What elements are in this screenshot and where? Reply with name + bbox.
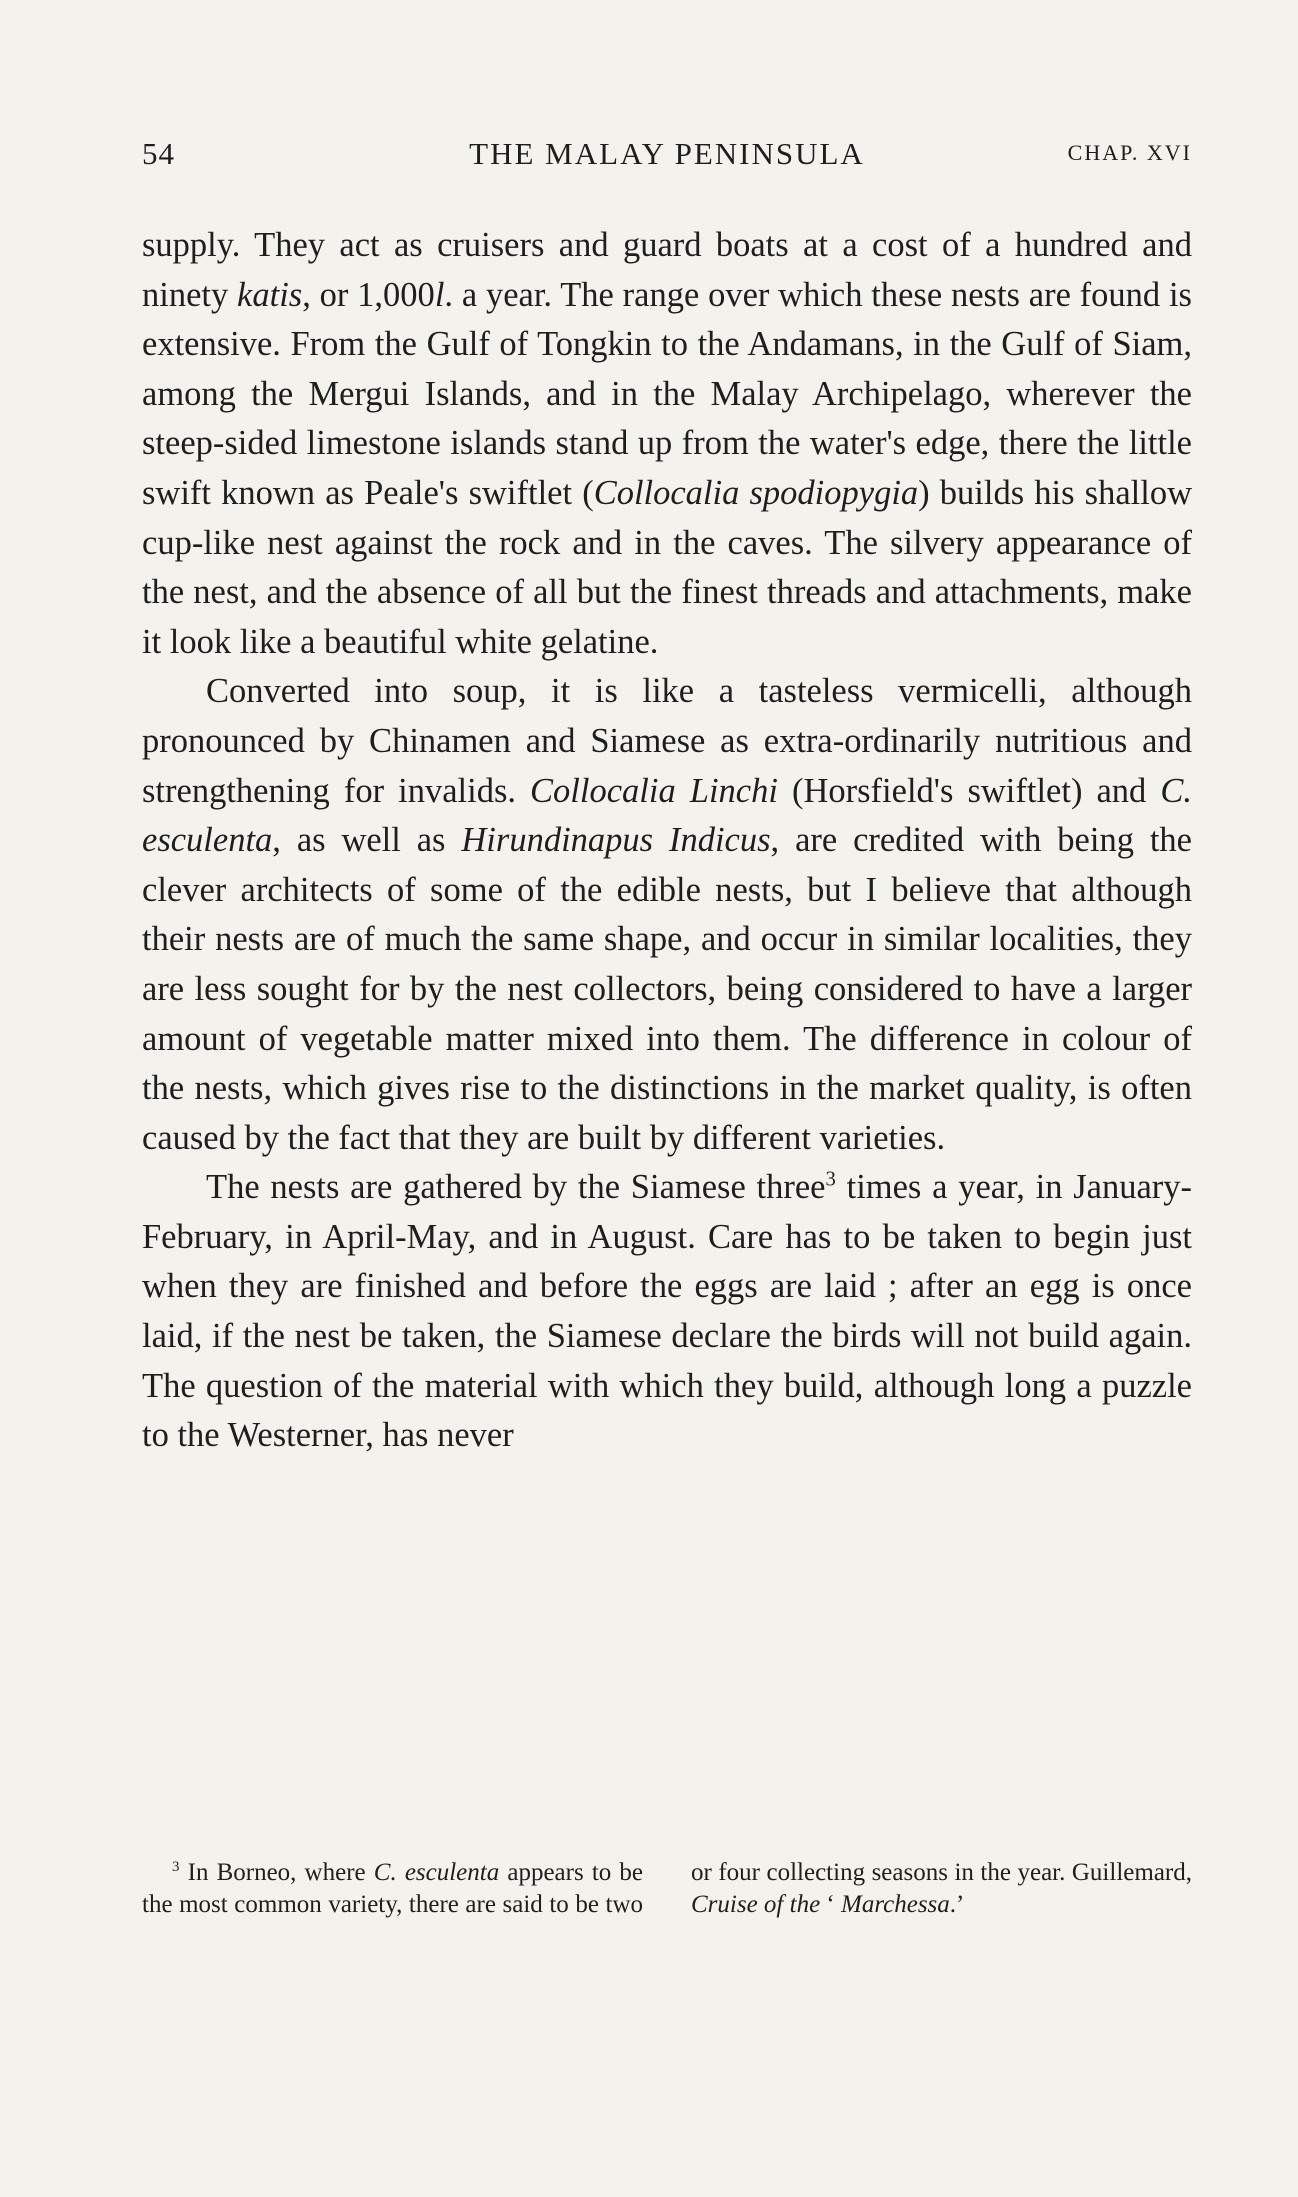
text-run: In Borneo, where [179,1859,374,1886]
text-run: ) builds his shallow cup-like nest against the rock and in the caves. The silvery appearance of the nest, and the absence of all but the finest threads and attachments, make it look like a beautiful white gelatine. [142,473,1192,661]
italic-text: Hirundinapus Indicus [461,821,771,860]
text-run: , as well as [272,821,462,860]
text-run: (Horsfield's swiftlet) and [777,771,1161,810]
italic-text: C. esculenta [142,771,1192,860]
text-run: , or 1,000 [302,275,435,314]
text-run: . a year. The range over which these nests are found is extensive. From the Gulf of Tongkin to the Andamans, in the Gulf of Siam, among the Mergui Islands, and in the Malay Archipelago, wherever the steep-sided limestone islands stand up from the water's edge, there the little swift known as Peale's swiftlet ( [142,275,1192,512]
page-title: THE MALAY PENINSULA [469,136,865,171]
text-run: The nests are gathered by the Siamese three [206,1168,826,1207]
chapter-label: CHAP. XVI [1067,140,1192,165]
italic-text: l [434,275,445,314]
text-run: ‘ [820,1890,841,1918]
paragraph [142,1163,1192,1461]
footnotes [142,1857,1192,1920]
page-number: 54 [142,136,175,171]
italic-text: katis [237,275,303,314]
text-run: .’ [949,1890,965,1918]
body-text [142,221,1192,1461]
text-run: supply. They act as cruisers and guard boats at a cost of a hundred and ninety [142,226,1192,314]
text-run: times a year, in January-February, in April-May, and in August. Care has to be taken to begin just when they are finished and before the eggs are laid ; after an egg is once laid, if the nest be taken, the Siamese declare the birds will not build again. The question of the material with which they build, although long a puzzle to the Westerner, has never [142,1168,1192,1455]
footnote [142,1857,1192,1920]
text-run: appears to be the most common variety, there are said to be two or four collecting seasons in the year. Guillemard, [142,1859,1192,1918]
italic-text: Cruise of the [691,1890,821,1918]
text-run: Converted into soup, it is like a tasteless vermicelli, although pronounced by Chinamen and Siamese as extra-ordinarily nutritious and strengthening for invalids. [142,672,1192,810]
italic-text: Collocalia spodiopygia [593,473,919,512]
footnote-marker: 3 [825,1168,836,1191]
text-run: , are credited with being the clever architects of some of the edible nests, but I believe that although their nests are of much the same shape, and occur in similar localities, they are less sought for by the nest collectors, being considered to have a larger amount of vegetable matter mixed into them. The difference in colour of the nests, which gives rise to the distinctions in the market quality, is often caused by the fact that they are built by different varieties. [142,821,1192,1157]
italic-text: C. esculenta [373,1859,500,1886]
running-head [142,136,1192,176]
italic-text: Marchessa [841,1890,950,1918]
paragraph [142,667,1192,1163]
italic-text: Collocalia Linchi [530,771,778,810]
footnote-marker: 3 [172,1859,180,1875]
paragraph [142,221,1192,667]
